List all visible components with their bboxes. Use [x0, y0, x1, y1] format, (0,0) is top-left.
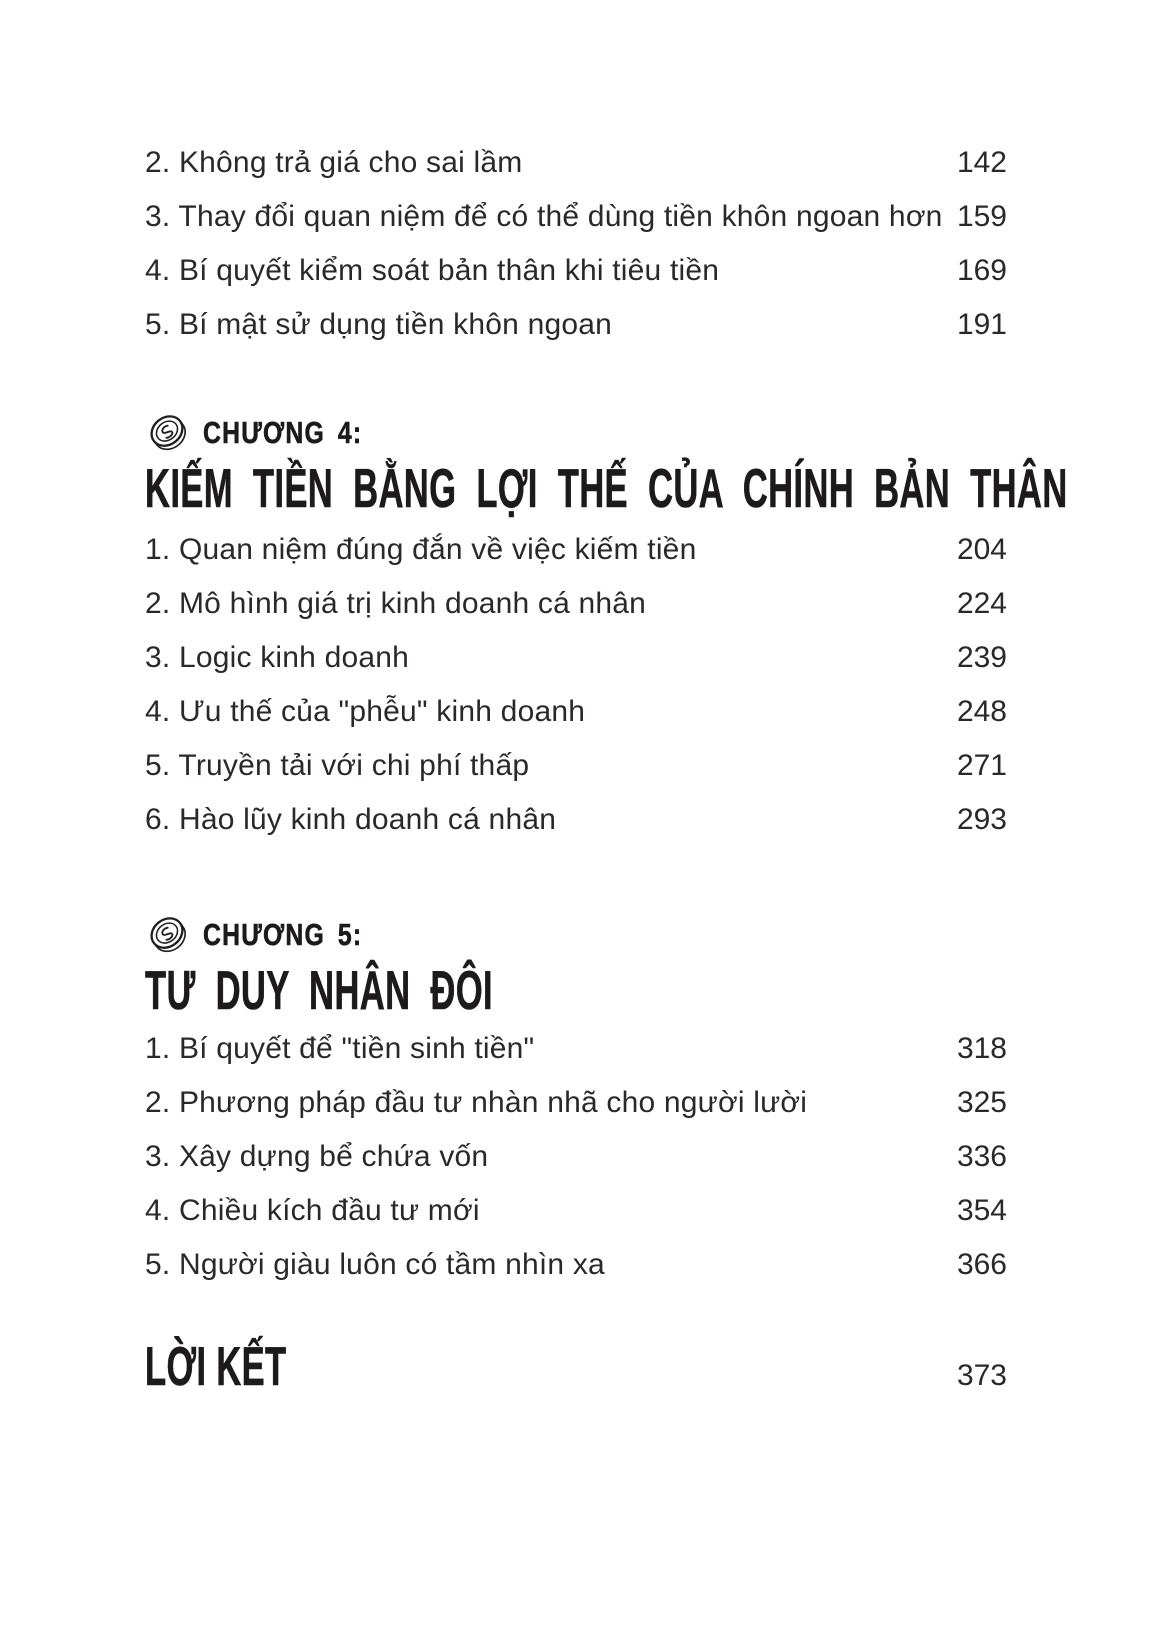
coin-icon	[145, 409, 192, 457]
toc-item-title: 6. Hào lũy kinh doanh cá nhân	[145, 803, 557, 836]
chapter-5-label-row	[145, 911, 1007, 959]
closing-title: LỜI KẾT	[145, 1335, 287, 1397]
toc-item-page: 293	[956, 803, 1007, 836]
chapter-4-header	[145, 409, 1068, 519]
toc-item-page: 239	[956, 641, 1007, 674]
chapter-4-label-row	[145, 409, 1007, 457]
toc-item-title: 4. Bí quyết kiểm soát bản thân khi tiêu tiền	[145, 254, 720, 287]
chapter-5-items	[145, 1022, 1007, 1292]
toc-item-page: 336	[956, 1140, 1007, 1173]
chapter-4-items	[145, 523, 1007, 847]
toc-item-title: 1. Quan niệm đúng đắn về việc kiếm tiền	[145, 533, 697, 566]
toc-item-title: 4. Chiều kích đầu tư mới	[145, 1194, 480, 1227]
toc-item	[145, 631, 1007, 685]
toc-item-title: 2. Không trả giá cho sai lầm	[145, 146, 523, 179]
closing-page: 373	[956, 1359, 1007, 1392]
toc-item-page: 142	[956, 146, 1007, 179]
chapter-5-title-row	[145, 959, 1007, 1021]
toc-item-title: 3. Thay đổi quan niệm để có thể dùng tiền khôn ngoan hơn	[145, 200, 943, 233]
toc-item	[145, 136, 1007, 190]
toc-item-page: 204	[956, 533, 1007, 566]
chapter-5-label: CHƯƠNG 5:	[203, 917, 363, 952]
toc-item	[145, 190, 1007, 244]
toc-item-title: 5. Bí mật sử dụng tiền khôn ngoan	[145, 308, 612, 341]
toc-item	[145, 1184, 1007, 1238]
toc-item	[145, 1022, 1007, 1076]
toc-item-title: 2. Phương pháp đầu tư nhàn nhã cho người lười	[145, 1086, 808, 1119]
toc-item	[145, 523, 1007, 577]
closing-section	[145, 1334, 1007, 1398]
toc-item	[145, 244, 1007, 298]
toc-item-page: 366	[956, 1248, 1007, 1281]
toc-item-title: 5. Người giàu luôn có tầm nhìn xa	[145, 1248, 605, 1281]
toc-item	[145, 298, 1007, 352]
toc-item-page: 191	[956, 308, 1007, 341]
toc-item	[145, 1130, 1007, 1184]
chapter-4-title: KIẾM TIỀN BẰNG LỢI THẾ CỦA CHÍNH BẢN THÂN	[145, 457, 1068, 519]
toc-item	[145, 739, 1007, 793]
toc-item	[145, 1238, 1007, 1292]
toc-item	[145, 793, 1007, 847]
toc-item-title: 5. Truyền tải với chi phí thấp	[145, 749, 530, 782]
toc-item-page: 169	[956, 254, 1007, 287]
toc-item-page: 318	[956, 1032, 1007, 1065]
chapter-5-title: TƯ DUY NHÂN ĐÔI	[145, 959, 493, 1021]
toc-item-page: 354	[956, 1194, 1007, 1227]
chapter-4-title-row	[145, 457, 1068, 519]
toc-item	[145, 1076, 1007, 1130]
toc-item-title: 4. Ưu thế của "phễu" kinh doanh	[145, 695, 586, 728]
toc-item-page: 224	[956, 587, 1007, 620]
coin-icon	[145, 911, 192, 959]
chapter-5-header	[145, 911, 1007, 1021]
toc-item-page: 248	[956, 695, 1007, 728]
leading-section	[145, 136, 1007, 352]
toc-item-title: 3. Xây dựng bể chứa vốn	[145, 1140, 489, 1173]
toc-item	[145, 685, 1007, 739]
toc-item-title: 2. Mô hình giá trị kinh doanh cá nhân	[145, 587, 647, 620]
toc-item	[145, 577, 1007, 631]
chapter-4-label: CHƯƠNG 4:	[203, 415, 363, 450]
toc-item-title: 1. Bí quyết để "tiền sinh tiền"	[145, 1032, 535, 1065]
toc-item-page: 159	[956, 200, 1007, 233]
toc-item-page: 325	[956, 1086, 1007, 1119]
toc-item-title: 3. Logic kinh doanh	[145, 641, 410, 674]
toc-item-page: 271	[956, 749, 1007, 782]
